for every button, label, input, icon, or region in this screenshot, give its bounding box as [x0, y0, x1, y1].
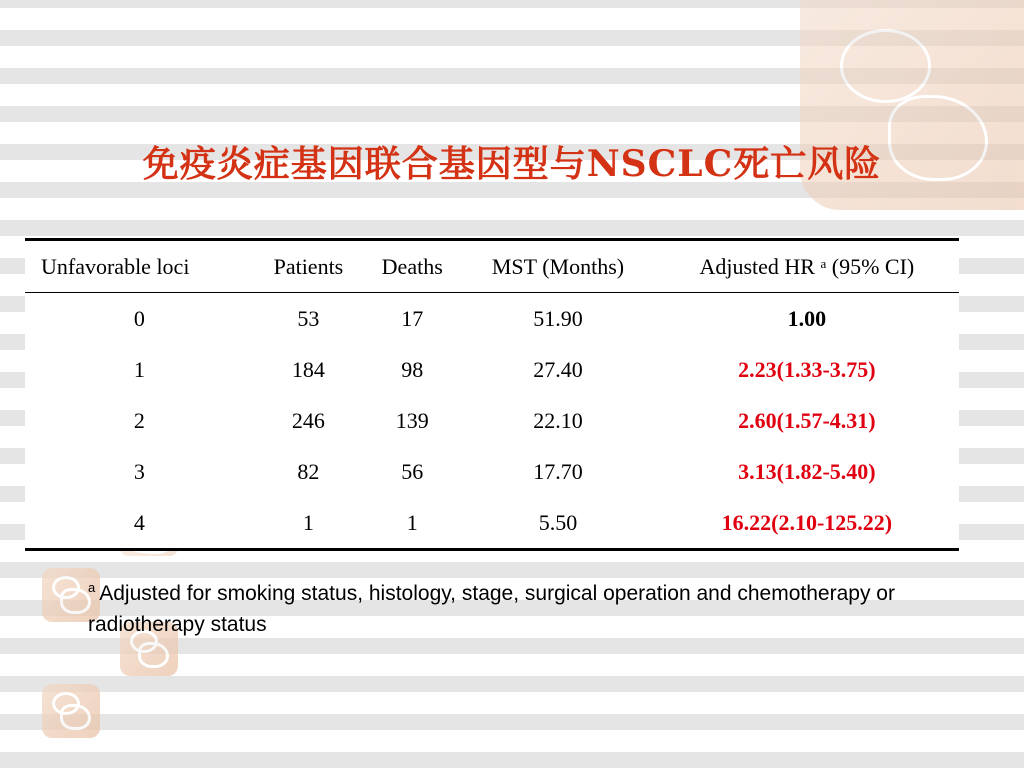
cell-mst: 5.50 — [461, 497, 654, 550]
header-ci-label: (95% CI) — [831, 253, 915, 279]
cell-mst: 22.10 — [533, 407, 583, 433]
header-hr-label: Adjusted HR — [699, 253, 815, 279]
cell-patients: 184 — [291, 356, 325, 382]
cell-loci: 0 — [133, 305, 145, 331]
header-adjusted-hr — [655, 240, 959, 293]
cell-patients: 53 — [297, 305, 320, 331]
cell-patients: 82 — [297, 458, 320, 484]
cell-hr — [655, 344, 959, 395]
cell-mst: 27.40 — [533, 356, 583, 382]
cell-loci: 2 — [133, 407, 145, 433]
results-table — [25, 238, 959, 551]
cell-deaths: 56 — [401, 458, 424, 484]
cell-deaths: 139 — [395, 407, 429, 433]
seal-watermark-small — [42, 684, 100, 738]
cell-mst: 17.70 — [533, 458, 583, 484]
hr-value-highlighted: 16.22(2.10-125.22) — [721, 509, 893, 535]
table-header — [25, 240, 959, 293]
header-mst: MST (Months) — [461, 240, 654, 293]
hr-value: 1.00 — [787, 305, 827, 331]
cell-patients: 1 — [254, 497, 364, 550]
hr-value-highlighted: 2.60(1.57-4.31) — [738, 407, 876, 433]
cell-deaths: 98 — [401, 356, 424, 382]
header-hr-footnote-marker: a — [820, 255, 827, 271]
cell-patients: 246 — [291, 407, 325, 433]
cell-hr — [655, 446, 959, 497]
header-patients: Patients — [254, 240, 364, 293]
cell-deaths: 17 — [401, 305, 424, 331]
table-row — [25, 395, 959, 446]
header-deaths: Deaths — [363, 240, 461, 293]
header-unfavorable-loci: Unfavorable loci — [25, 240, 254, 293]
footnote-marker: a — [88, 580, 96, 595]
table-row — [25, 446, 959, 497]
hr-value-highlighted: 2.23(1.33-3.75) — [738, 356, 876, 382]
cell-hr — [655, 395, 959, 446]
cell-hr — [655, 293, 959, 345]
hr-value-highlighted: 3.13(1.82-5.40) — [738, 458, 876, 484]
table-row — [25, 344, 959, 395]
table-row — [25, 293, 959, 345]
table-body — [25, 293, 959, 550]
table-footnote — [88, 572, 908, 640]
slide-title: 免疫炎症基因联合基因型与NSCLC死亡风险 — [142, 143, 882, 185]
table-row — [25, 497, 959, 550]
header-row — [25, 240, 959, 293]
cell-hr — [655, 497, 959, 550]
cell-loci: 4 — [25, 497, 254, 550]
cell-mst: 51.90 — [533, 305, 583, 331]
cell-loci: 3 — [133, 458, 145, 484]
cell-deaths: 1 — [363, 497, 461, 550]
footnote-text: Adjusted for smoking status, histology, stage, surgical operation and chemotherapy or radiotherapy status — [88, 582, 895, 636]
cell-loci: 1 — [133, 356, 145, 382]
